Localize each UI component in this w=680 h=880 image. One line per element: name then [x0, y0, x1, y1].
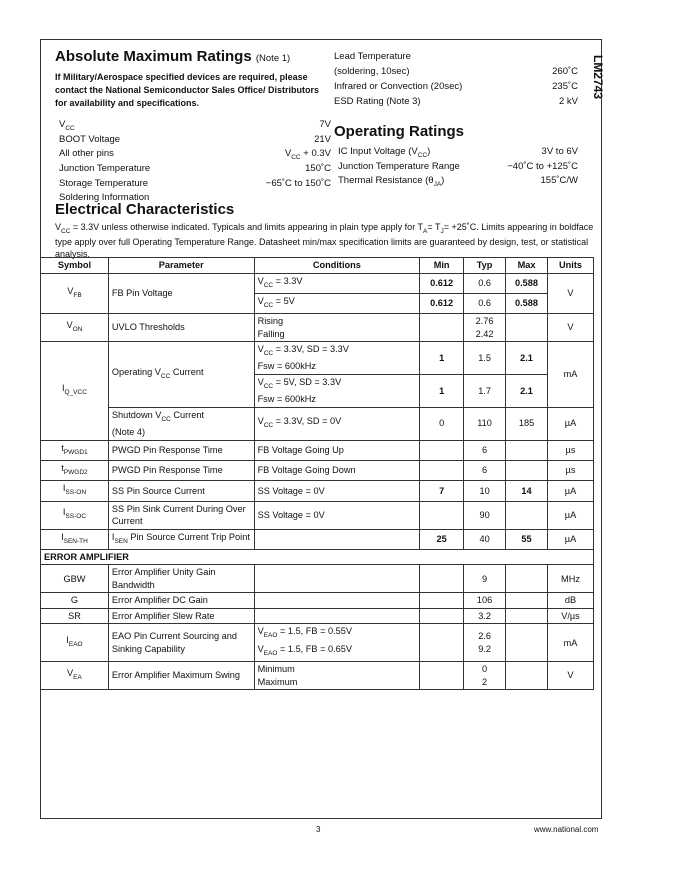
operating-ratings: [334, 123, 578, 189]
amr-row: Soldering Information: [59, 192, 150, 204]
table-row: $I_{SS-OC}$ SS Pin Sink Current During Over Current SS Voltage = 0V 90 µA: [41, 501, 594, 529]
amr-list: [55, 118, 331, 206]
ops-row: IC Input Voltage $(V_{CC})$ 3V to 6V: [338, 146, 578, 159]
amr-row: BOOT Voltage 21V: [59, 133, 331, 145]
table-row: Shutdown $V_{CC}$ Current (Note 4) $V_{CC} = 3.3V$, SD = 0V 0 110 185 µA: [41, 407, 594, 440]
table-row: $V_{ON}$ UVLO Thresholds Rising Falling 2.76 2.42 V: [41, 314, 594, 342]
amr-right-row: Infrared or Convection (20sec) 235˚C: [334, 81, 578, 92]
table-section-row: ERROR AMPLIFIER: [41, 549, 594, 565]
table-row: $V_{CC} = 5V$, SD = 3.3V Fsw = 600kHz 1 1.7 2.1: [41, 374, 594, 407]
amr-row: All other pins $V_{CC} + 0.3V$: [59, 148, 331, 162]
amr-warning: If Military/Aerospace specified devices are required, please contact the National Semiconductor Sales Office/ Distributors for availability and specifications.: [55, 72, 320, 108]
footer-url: www.national.com: [534, 825, 599, 834]
table-row: $t_{PWGD1}$ PWGD Pin Response Time FB Voltage Going Up 6 µs: [41, 440, 594, 460]
amr-right-row: ESD Rating (Note 3) 2 kV: [334, 96, 578, 107]
amr-title: Absolute Maximum Ratings (Note 1): [55, 48, 291, 65]
ec-title: Electrical Characteristics: [55, 201, 235, 218]
table-row: $I_{EAO}$ EAO Pin Current Sourcing and Sinking Capability $V_{EAO} = 1.5$, FB = 0.55V $V_{EAO} = 1.5$, FB = 0.65V 2.6 9.2 mA: [41, 624, 594, 662]
table-row: G Error Amplifier DC Gain 106 dB: [41, 593, 594, 609]
table-row: $V_{EA}$ Error Amplifier Maximum Swing Minimum Maximum 0 2 V: [41, 662, 594, 690]
ec-intro: $V_{CC} = 3.3V$ unless otherwise indicated. Typicals and limits appearing in plain type apply for $T_A= T_J=$ +25˚C. Limits appearing in boldface type apply over full Operating Temperature Range. Datasheet min/max specification limits are guaranteed by design, test, or statistical analysis.: [55, 222, 594, 259]
table-row: $V_{FB}$ FB Pin Voltage $V_{CC} = 3.3V$ 0.612 0.6 0.588 V: [41, 273, 594, 293]
table-row: SR Error Amplifier Slew Rate 3.2 V/µs: [41, 608, 594, 624]
amr-right-row: (soldering, 10sec) 260˚C: [334, 66, 578, 77]
table-row: $I_{SS-ON}$ SS Pin Source Current SS Voltage = 0V 7 10 14 µA: [41, 481, 594, 501]
amr-row: Junction Temperature 150˚C: [59, 163, 331, 175]
ops-row: Thermal Resistance $(\theta_{JA})$ 155˚C/W: [338, 175, 578, 188]
table-row: $V_{CC} = 5V$ 0.612 0.6 0.588: [41, 293, 594, 313]
amr-row: $V_{CC}$ 7V: [59, 119, 331, 132]
ops-list: [334, 145, 578, 189]
electrical-characteristics: [55, 201, 595, 260]
table-row: GBW Error Amplifier Unity Gain Bandwidth 9 MHz: [41, 565, 594, 593]
ops-row: Junction Temperature Range −40˚C to +125˚C: [338, 160, 578, 172]
table-header-row: Symbol Parameter Conditions Min Typ Max Units: [41, 258, 594, 274]
ops-title: Operating Ratings: [334, 123, 465, 140]
table-row: $t_{PWGD2}$ PWGD Pin Response Time FB Voltage Going Down 6 µs: [41, 460, 594, 480]
table-row: $I_{Q\_VCC}$ Operating $V_{CC}$ Current $V_{CC} = 3.3V$, SD = 3.3V Fsw = 600kHz 1 1.5 2.1 mA: [41, 342, 594, 375]
table-row: $I_{SEN-TH}$ $I_{SEN}$ Pin Source Current Trip Point 25 40 55 µA: [41, 529, 594, 549]
page-number: 3: [316, 825, 321, 834]
amr-row: Storage Temperature −65˚C to 150˚C: [59, 177, 331, 189]
ec-table: [40, 257, 594, 690]
side-label: LM2743: [591, 54, 606, 100]
amr-right-row: Lead Temperature: [334, 51, 411, 62]
absolute-max-ratings: [55, 48, 331, 206]
amr-right-list: [334, 49, 578, 109]
